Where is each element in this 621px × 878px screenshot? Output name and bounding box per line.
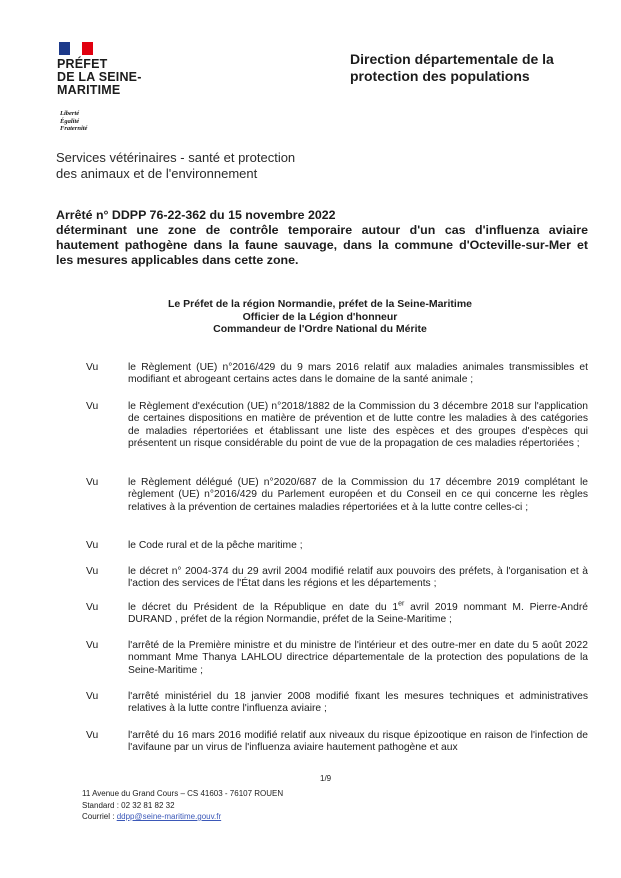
vu-text: le Règlement d'exécution (UE) n°2018/1882 de la Commission du 3 décembre 2018 sur l'application de certaines dispositions en matière de prévention et de lutte contre les maladies à des catégories de maladies répertoriées et établissant une liste des espèces et des groupes d'espèces qui présentent un risque considérable du point de vue de la propagation de ces maladies répertoriées ; [128, 401, 588, 450]
service-name: Services vétérinaires - santé et protection des animaux et de l'environnement [56, 150, 296, 181]
vu-label: Vu [86, 477, 99, 488]
vu-label: Vu [86, 362, 99, 373]
email-link[interactable]: ddpp@seine-maritime.gouv.fr [116, 812, 222, 821]
footer-standard: Standard : 02 32 81 82 32 [82, 800, 175, 810]
vu-text: l'arrêté de la Première ministre et du ministre de l'intérieur et des outre-mer en date du 5 août 2022 nommant Mme Thanya LAHLOU directrice départementale de la protection des populations de la Seine-Maritime ; [128, 640, 588, 676]
courriel-label: Courriel : [82, 812, 115, 821]
vu-label: Vu [86, 401, 99, 412]
vu-text: le décret n° 2004-374 du 29 avril 2004 modifié relatif aux pouvoirs des préfets, à l'organisation et à l'action des services de l'État dans les régions et les départements ; [128, 566, 588, 590]
vu-label: Vu [86, 691, 99, 702]
vu-text: le décret du Président de la République en date du 1er avril 2019 nommant M. Pierre-André DURAND , préfet de la région Normandie, préfet de la Seine-Maritime ; [128, 600, 588, 626]
vu-text: le Règlement délégué (UE) n°2020/687 de la Commission du 17 décembre 2019 complétant le règlement (UE) n°2016/429 du Parlement européen et du Conseil en ce qui concerne les règles relatives à la prévention de certaines maladies répertoriées et à la lutte contre celles-ci ; [128, 477, 588, 513]
footer-contact [82, 788, 283, 823]
vu-label: Vu [86, 566, 99, 577]
vu-text: l'arrêté ministériel du 18 janvier 2008 modifié fixant les mesures techniques et administratives relatives à la lutte contre l'influenza aviaire ; [128, 691, 588, 715]
prefet-signatory-block: Le Préfet de la région Normandie, préfet de la Seine-Maritime Officier de la Légion d'honneur Commandeur de l'Ordre National du Mérite [168, 298, 472, 335]
flag-blue-stripe [59, 42, 70, 55]
vu-text: le Code rural et de la pêche maritime ; [128, 540, 303, 551]
vu-label: Vu [86, 640, 99, 651]
vu-label: Vu [86, 730, 99, 741]
vu-text: le Règlement (UE) n°2016/429 du 9 mars 2016 relatif aux maladies animales transmissibles et modifiant et abrogeant certains actes dans le domaine de la santé animale ; [128, 362, 588, 386]
vu-label: Vu [86, 602, 99, 613]
direction-title: Direction départementale de la protection des populations [350, 51, 554, 84]
marianne-flag-logo [59, 42, 93, 55]
prefet-title: PRÉFET DE LA SEINE- MARITIME [57, 57, 142, 97]
footer-courriel [82, 811, 283, 823]
page-number: 1/9 [320, 774, 332, 783]
arrete-title: Arrêté n° DDPP 76-22-362 du 15 novembre 2022 déterminant une zone de contrôle temporaire autour d'un cas d'influenza aviaire hautement pathogène dans la faune sauvage, dans la commune d'Octeville-sur-Mer et les mesures applicables dans cette zone. [56, 208, 588, 267]
vu-label: Vu [86, 540, 99, 551]
flag-red-stripe [82, 42, 93, 55]
footer-address: 11 Avenue du Grand Cours – CS 41603 - 76107 ROUEN [82, 789, 284, 798]
flag-white-stripe [70, 42, 81, 55]
republic-motto: Liberté Égalité Fraternité [60, 110, 88, 132]
vu-text: l'arrêté du 16 mars 2016 modifié relatif aux niveaux du risque épizootique en raison de l'infection de l'avifaune par un virus de l'influenza aviaire hautement pathogène et aux [128, 730, 588, 754]
